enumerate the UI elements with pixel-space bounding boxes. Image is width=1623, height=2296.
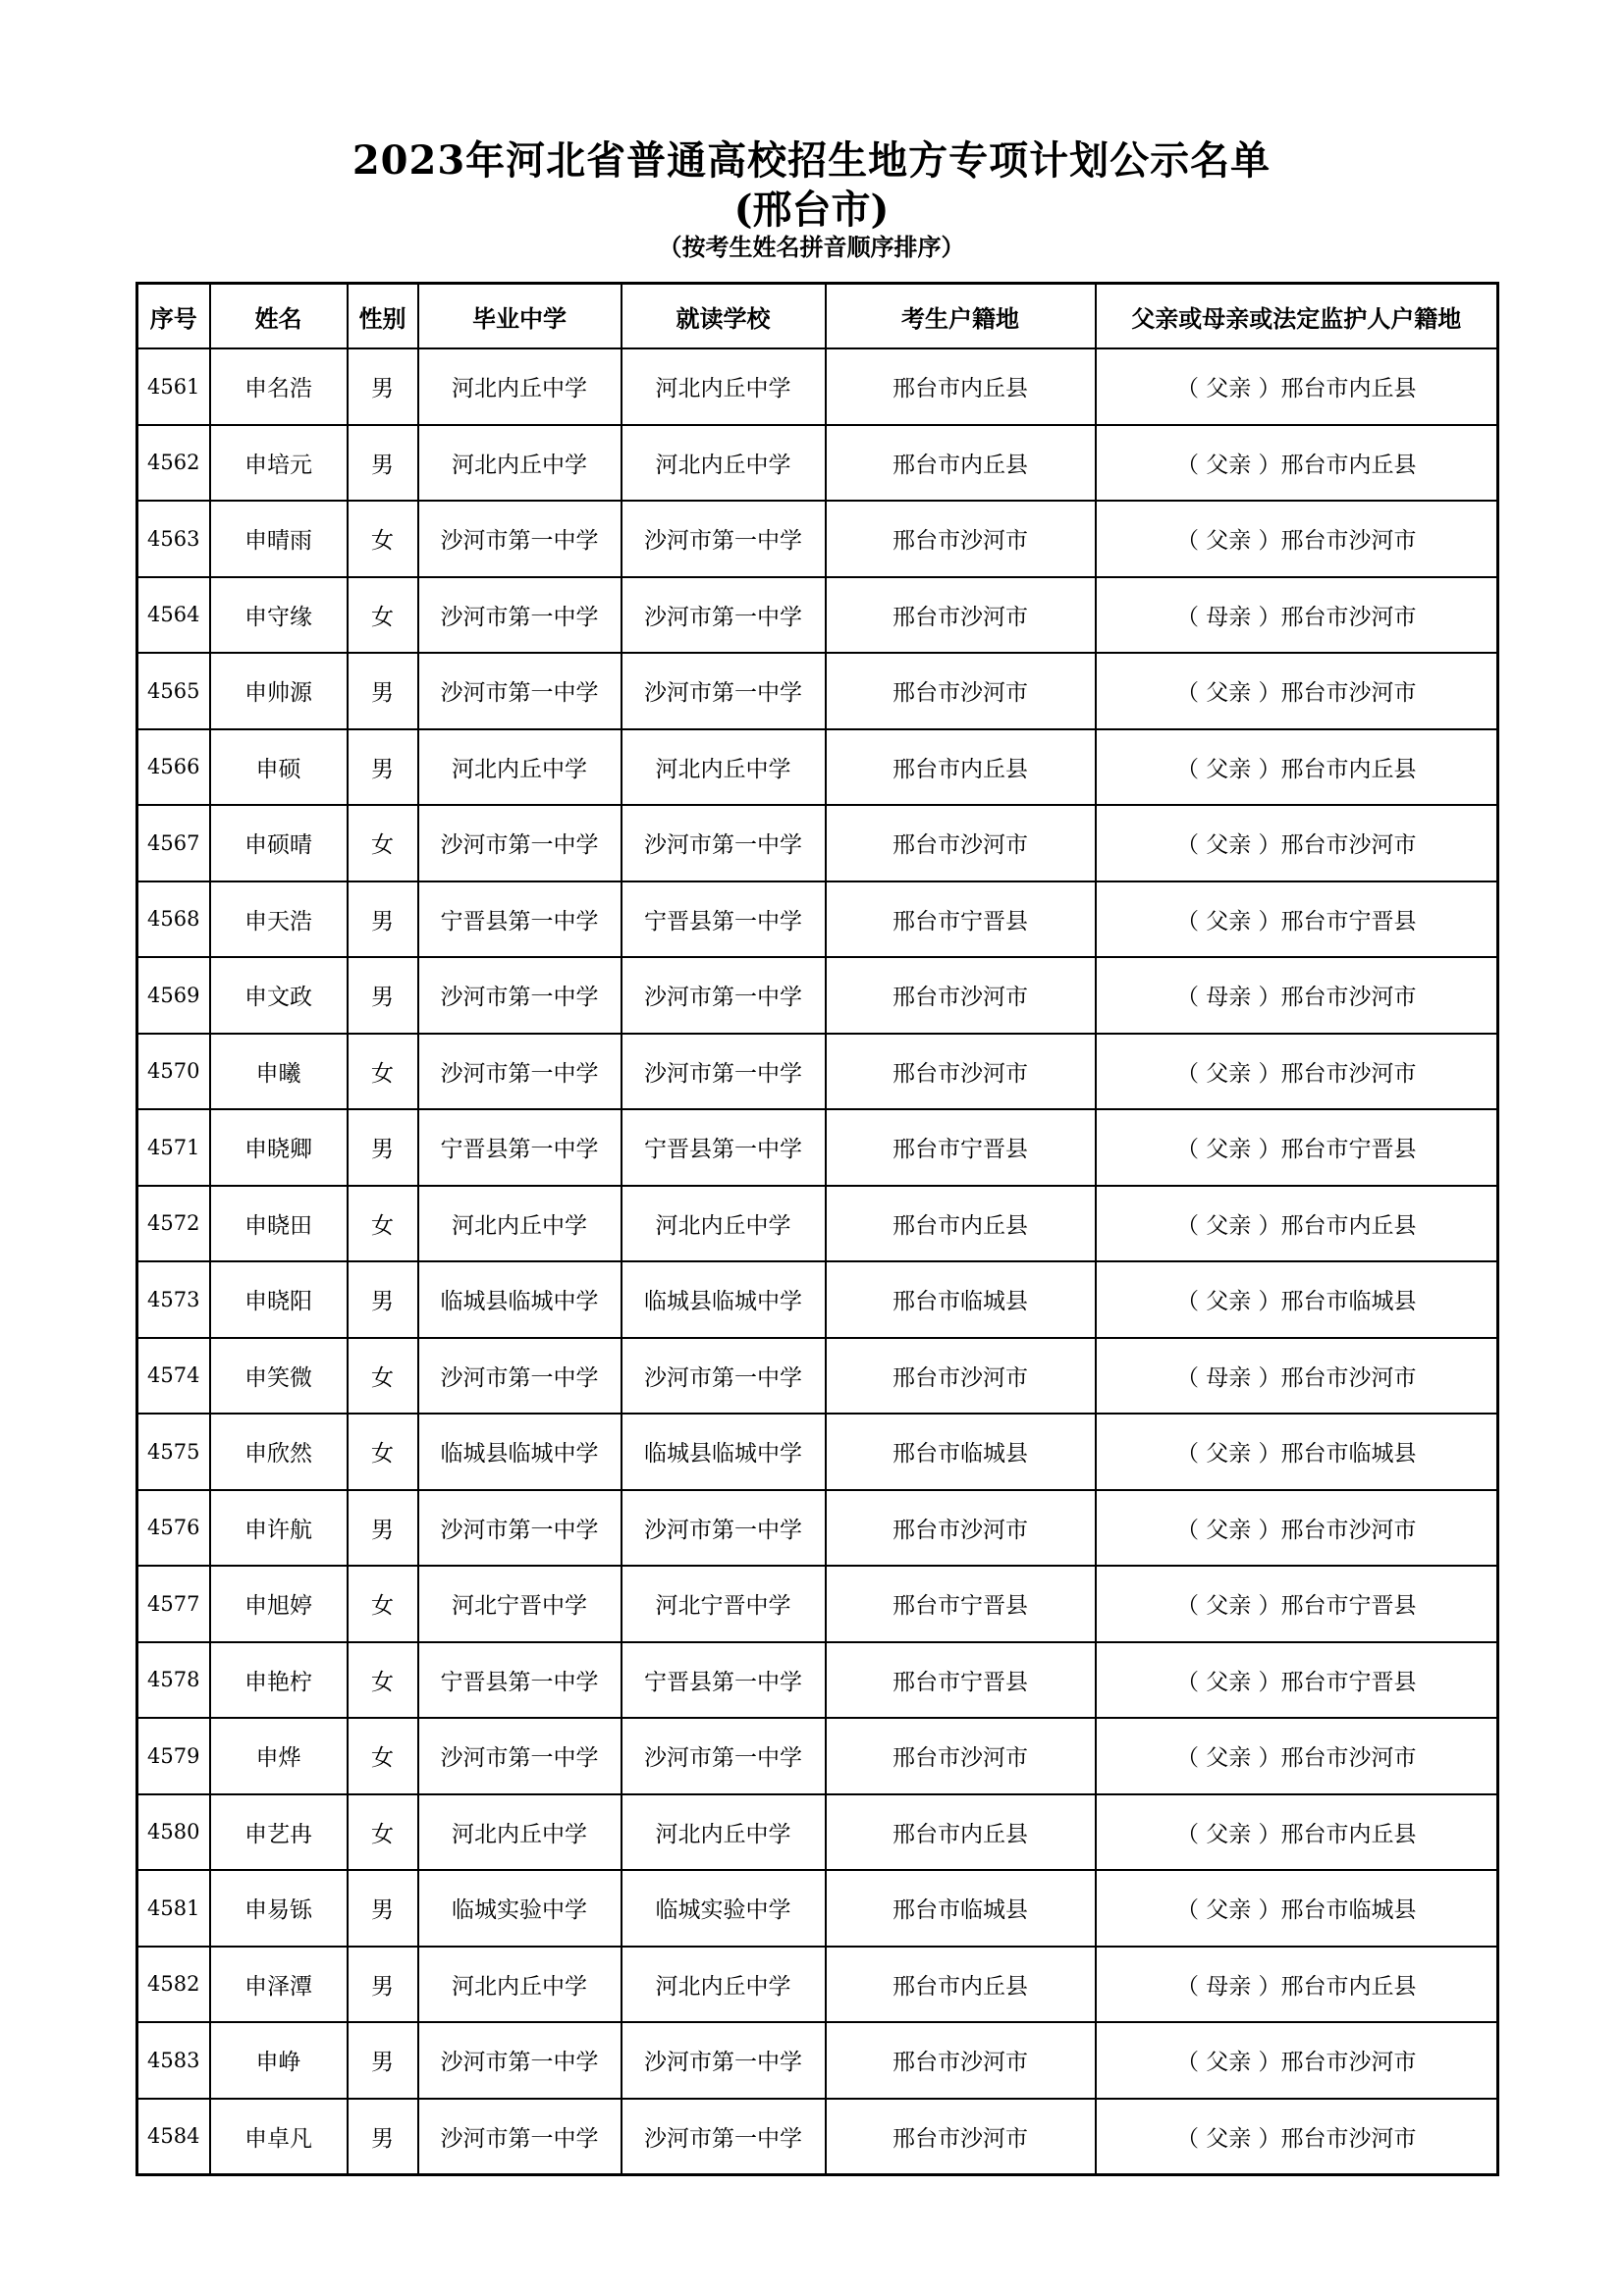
cell-name: 申晓田 [210, 1186, 348, 1262]
cell-student-residence: 邢台市临城县 [826, 1870, 1096, 1947]
cell-guardian-residence: （ 父亲 ）邢台市沙河市 [1096, 1034, 1498, 1110]
cell-graduation-school: 临城县临城中学 [418, 1261, 622, 1338]
cell-index: 4565 [137, 653, 210, 729]
cell-gender: 男 [348, 348, 418, 425]
cell-index: 4583 [137, 2022, 210, 2099]
cell-guardian-residence: （ 父亲 ）邢台市临城县 [1096, 1870, 1498, 1947]
cell-gender: 女 [348, 1034, 418, 1110]
table-row [137, 2099, 1498, 2175]
cell-name: 申峥 [210, 2022, 348, 2099]
cell-student-residence: 邢台市临城县 [826, 1261, 1096, 1338]
cell-guardian-residence: （ 父亲 ）邢台市内丘县 [1096, 1186, 1498, 1262]
table-row [137, 1414, 1498, 1490]
cell-student-residence: 邢台市沙河市 [826, 501, 1096, 577]
cell-graduation-school: 河北内丘中学 [418, 1186, 622, 1262]
cell-guardian-residence: （ 父亲 ）邢台市宁晋县 [1096, 1109, 1498, 1186]
header-cell-gender: 性别 [348, 284, 418, 349]
cell-graduation-school: 河北宁晋中学 [418, 1566, 622, 1642]
table-row [137, 577, 1498, 654]
cell-gender: 男 [348, 1261, 418, 1338]
cell-current-school: 沙河市第一中学 [622, 2099, 826, 2175]
cell-student-residence: 邢台市沙河市 [826, 653, 1096, 729]
table-row [137, 1186, 1498, 1262]
cell-student-residence: 邢台市临城县 [826, 1414, 1096, 1490]
cell-student-residence: 邢台市宁晋县 [826, 1642, 1096, 1719]
cell-guardian-residence: （ 父亲 ）邢台市沙河市 [1096, 2099, 1498, 2175]
cell-graduation-school: 沙河市第一中学 [418, 577, 622, 654]
cell-student-residence: 邢台市内丘县 [826, 1794, 1096, 1871]
table-row [137, 1566, 1498, 1642]
cell-name: 申守缘 [210, 577, 348, 654]
cell-graduation-school: 宁晋县第一中学 [418, 1109, 622, 1186]
cell-student-residence: 邢台市沙河市 [826, 805, 1096, 881]
header-cell-name: 姓名 [210, 284, 348, 349]
cell-name: 申帅源 [210, 653, 348, 729]
cell-gender: 女 [348, 805, 418, 881]
cell-name: 申硕 [210, 729, 348, 806]
cell-student-residence: 邢台市沙河市 [826, 1338, 1096, 1415]
cell-guardian-residence: （ 母亲 ）邢台市内丘县 [1096, 1947, 1498, 2023]
header-cell-current-school: 就读学校 [622, 284, 826, 349]
header-cell-student-residence: 考生户籍地 [826, 284, 1096, 349]
cell-current-school: 沙河市第一中学 [622, 1034, 826, 1110]
cell-current-school: 河北内丘中学 [622, 1947, 826, 2023]
cell-index: 4578 [137, 1642, 210, 1719]
cell-guardian-residence: （ 父亲 ）邢台市沙河市 [1096, 1490, 1498, 1567]
cell-index: 4579 [137, 1718, 210, 1794]
table-row [137, 957, 1498, 1034]
cell-current-school: 沙河市第一中学 [622, 2022, 826, 2099]
cell-index: 4576 [137, 1490, 210, 1567]
cell-student-residence: 邢台市宁晋县 [826, 881, 1096, 958]
cell-student-residence: 邢台市沙河市 [826, 1490, 1096, 1567]
cell-guardian-residence: （ 父亲 ）邢台市宁晋县 [1096, 1566, 1498, 1642]
cell-guardian-residence: （ 父亲 ）邢台市宁晋县 [1096, 1642, 1498, 1719]
cell-graduation-school: 沙河市第一中学 [418, 1718, 622, 1794]
cell-gender: 女 [348, 577, 418, 654]
cell-guardian-residence: （ 父亲 ）邢台市沙河市 [1096, 653, 1498, 729]
cell-student-residence: 邢台市沙河市 [826, 2099, 1096, 2175]
cell-student-residence: 邢台市内丘县 [826, 729, 1096, 806]
cell-student-residence: 邢台市宁晋县 [826, 1566, 1096, 1642]
cell-name: 申艳柠 [210, 1642, 348, 1719]
cell-index: 4584 [137, 2099, 210, 2175]
cell-current-school: 沙河市第一中学 [622, 805, 826, 881]
cell-gender: 女 [348, 1794, 418, 1871]
cell-student-residence: 邢台市沙河市 [826, 1718, 1096, 1794]
cell-gender: 女 [348, 1186, 418, 1262]
cell-gender: 男 [348, 1947, 418, 2023]
cell-current-school: 沙河市第一中学 [622, 1718, 826, 1794]
cell-guardian-residence: （ 父亲 ）邢台市内丘县 [1096, 348, 1498, 425]
cell-index: 4563 [137, 501, 210, 577]
cell-graduation-school: 临城县临城中学 [418, 1414, 622, 1490]
cell-index: 4574 [137, 1338, 210, 1415]
cell-name: 申易铄 [210, 1870, 348, 1947]
cell-current-school: 宁晋县第一中学 [622, 881, 826, 958]
cell-graduation-school: 河北内丘中学 [418, 1794, 622, 1871]
cell-name: 申旭婷 [210, 1566, 348, 1642]
header-cell-guardian-residence: 父亲或母亲或法定监护人户籍地 [1096, 284, 1498, 349]
cell-gender: 女 [348, 1566, 418, 1642]
cell-student-residence: 邢台市内丘县 [826, 348, 1096, 425]
cell-graduation-school: 沙河市第一中学 [418, 1338, 622, 1415]
cell-name: 申欣然 [210, 1414, 348, 1490]
cell-name: 申泽潭 [210, 1947, 348, 2023]
cell-current-school: 河北内丘中学 [622, 348, 826, 425]
cell-index: 4582 [137, 1947, 210, 2023]
cell-gender: 女 [348, 1718, 418, 1794]
cell-index: 4569 [137, 957, 210, 1034]
cell-name: 申许航 [210, 1490, 348, 1567]
table-row [137, 1034, 1498, 1110]
cell-student-residence: 邢台市沙河市 [826, 1034, 1096, 1110]
cell-graduation-school: 河北内丘中学 [418, 729, 622, 806]
table-row [137, 348, 1498, 425]
cell-index: 4562 [137, 425, 210, 502]
cell-current-school: 沙河市第一中学 [622, 1490, 826, 1567]
table-row [137, 1718, 1498, 1794]
cell-index: 4570 [137, 1034, 210, 1110]
cell-student-residence: 邢台市沙河市 [826, 2022, 1096, 2099]
cell-graduation-school: 宁晋县第一中学 [418, 1642, 622, 1719]
table-row [137, 729, 1498, 806]
cell-index: 4566 [137, 729, 210, 806]
cell-guardian-residence: （ 母亲 ）邢台市沙河市 [1096, 577, 1498, 654]
table-header-row [137, 284, 1498, 349]
cell-graduation-school: 临城实验中学 [418, 1870, 622, 1947]
cell-guardian-residence: （ 父亲 ）邢台市沙河市 [1096, 1718, 1498, 1794]
table-row [137, 1261, 1498, 1338]
cell-name: 申烨 [210, 1718, 348, 1794]
cell-guardian-residence: （ 父亲 ）邢台市内丘县 [1096, 1794, 1498, 1871]
cell-name: 申硕晴 [210, 805, 348, 881]
document-title: 2023年河北省普通高校招生地方专项计划公示名单 [352, 137, 1271, 184]
cell-index: 4577 [137, 1566, 210, 1642]
cell-index: 4581 [137, 1870, 210, 1947]
table-row [137, 1338, 1498, 1415]
cell-name: 申天浩 [210, 881, 348, 958]
cell-gender: 男 [348, 1490, 418, 1567]
table-row [137, 1642, 1498, 1719]
roster-table [135, 282, 1499, 2176]
cell-gender: 男 [348, 1870, 418, 1947]
cell-current-school: 河北内丘中学 [622, 1186, 826, 1262]
cell-graduation-school: 沙河市第一中学 [418, 2099, 622, 2175]
cell-graduation-school: 沙河市第一中学 [418, 957, 622, 1034]
cell-graduation-school: 河北内丘中学 [418, 1947, 622, 2023]
cell-gender: 男 [348, 653, 418, 729]
cell-student-residence: 邢台市内丘县 [826, 1186, 1096, 1262]
cell-graduation-school: 河北内丘中学 [418, 425, 622, 502]
cell-name: 申艺冉 [210, 1794, 348, 1871]
cell-guardian-residence: （ 父亲 ）邢台市内丘县 [1096, 425, 1498, 502]
cell-guardian-residence: （ 父亲 ）邢台市宁晋县 [1096, 881, 1498, 958]
cell-guardian-residence: （ 母亲 ）邢台市沙河市 [1096, 957, 1498, 1034]
cell-gender: 女 [348, 501, 418, 577]
cell-name: 申晓卿 [210, 1109, 348, 1186]
table-row [137, 1947, 1498, 2023]
cell-guardian-residence: （ 父亲 ）邢台市沙河市 [1096, 805, 1498, 881]
cell-name: 申培元 [210, 425, 348, 502]
cell-index: 4580 [137, 1794, 210, 1871]
cell-student-residence: 邢台市沙河市 [826, 577, 1096, 654]
cell-current-school: 临城县临城中学 [622, 1261, 826, 1338]
table-row [137, 425, 1498, 502]
cell-index: 4572 [137, 1186, 210, 1262]
cell-gender: 男 [348, 729, 418, 806]
cell-current-school: 河北内丘中学 [622, 1794, 826, 1871]
table-row [137, 805, 1498, 881]
cell-guardian-residence: （ 父亲 ）邢台市内丘县 [1096, 729, 1498, 806]
table-row [137, 1109, 1498, 1186]
header-cell-graduation-school: 毕业中学 [418, 284, 622, 349]
cell-gender: 男 [348, 957, 418, 1034]
cell-gender: 男 [348, 881, 418, 958]
cell-name: 申文政 [210, 957, 348, 1034]
cell-current-school: 河北内丘中学 [622, 729, 826, 806]
cell-index: 4568 [137, 881, 210, 958]
cell-graduation-school: 河北内丘中学 [418, 348, 622, 425]
table-row [137, 501, 1498, 577]
cell-student-residence: 邢台市内丘县 [826, 1947, 1096, 2023]
cell-guardian-residence: （ 父亲 ）邢台市临城县 [1096, 1261, 1498, 1338]
cell-current-school: 沙河市第一中学 [622, 501, 826, 577]
cell-index: 4571 [137, 1109, 210, 1186]
cell-guardian-residence: （ 父亲 ）邢台市沙河市 [1096, 501, 1498, 577]
header-cell-index: 序号 [137, 284, 210, 349]
cell-gender: 女 [348, 1338, 418, 1415]
cell-gender: 男 [348, 2022, 418, 2099]
cell-name: 申晴雨 [210, 501, 348, 577]
cell-current-school: 宁晋县第一中学 [622, 1109, 826, 1186]
cell-graduation-school: 沙河市第一中学 [418, 2022, 622, 2099]
cell-guardian-residence: （ 母亲 ）邢台市沙河市 [1096, 1338, 1498, 1415]
cell-current-school: 宁晋县第一中学 [622, 1642, 826, 1719]
cell-name: 申曦 [210, 1034, 348, 1110]
cell-index: 4561 [137, 348, 210, 425]
table-body [137, 348, 1498, 2175]
cell-index: 4564 [137, 577, 210, 654]
cell-guardian-residence: （ 父亲 ）邢台市临城县 [1096, 1414, 1498, 1490]
cell-gender: 女 [348, 1414, 418, 1490]
cell-current-school: 临城县临城中学 [622, 1414, 826, 1490]
cell-current-school: 沙河市第一中学 [622, 957, 826, 1034]
cell-graduation-school: 沙河市第一中学 [418, 805, 622, 881]
cell-index: 4575 [137, 1414, 210, 1490]
cell-index: 4573 [137, 1261, 210, 1338]
cell-current-school: 沙河市第一中学 [622, 653, 826, 729]
cell-name: 申晓阳 [210, 1261, 348, 1338]
table-row [137, 881, 1498, 958]
cell-name: 申笑微 [210, 1338, 348, 1415]
cell-student-residence: 邢台市内丘县 [826, 425, 1096, 502]
cell-name: 申名浩 [210, 348, 348, 425]
cell-current-school: 临城实验中学 [622, 1870, 826, 1947]
cell-current-school: 河北宁晋中学 [622, 1566, 826, 1642]
cell-graduation-school: 沙河市第一中学 [418, 1034, 622, 1110]
cell-gender: 女 [348, 1642, 418, 1719]
cell-graduation-school: 沙河市第一中学 [418, 1490, 622, 1567]
cell-student-residence: 邢台市宁晋县 [826, 1109, 1096, 1186]
cell-current-school: 沙河市第一中学 [622, 577, 826, 654]
cell-name: 申卓凡 [210, 2099, 348, 2175]
cell-graduation-school: 沙河市第一中学 [418, 653, 622, 729]
table-row [137, 2022, 1498, 2099]
cell-current-school: 河北内丘中学 [622, 425, 826, 502]
table-row [137, 1870, 1498, 1947]
cell-gender: 男 [348, 1109, 418, 1186]
cell-graduation-school: 沙河市第一中学 [418, 501, 622, 577]
cell-index: 4567 [137, 805, 210, 881]
cell-graduation-school: 宁晋县第一中学 [418, 881, 622, 958]
cell-gender: 男 [348, 425, 418, 502]
table-row [137, 1490, 1498, 1567]
cell-guardian-residence: （ 父亲 ）邢台市沙河市 [1096, 2022, 1498, 2099]
table-row [137, 1794, 1498, 1871]
cell-current-school: 沙河市第一中学 [622, 1338, 826, 1415]
cell-student-residence: 邢台市沙河市 [826, 957, 1096, 1034]
document-sort-note: （按考生姓名拼音顺序排序） [658, 233, 965, 261]
document-subtitle: (邢台市) [733, 187, 890, 233]
cell-gender: 男 [348, 2099, 418, 2175]
table-row [137, 653, 1498, 729]
